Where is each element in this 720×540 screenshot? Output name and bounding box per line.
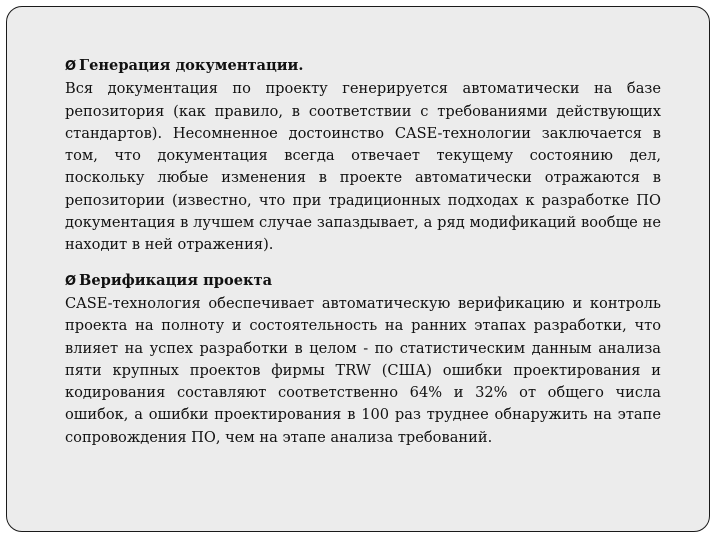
slide-frame [6,6,710,532]
arrow-bullet-icon: Ø [65,273,77,289]
section-title: Генерация документации. [79,57,304,74]
section-body: Вся документация по проекту генерируется автоматически на базе репозитория (как правило, в соответствии с требованиями действующих стандартов). Несомненное достоинство CASE-технологии заключается в том, что документация всегда отвечает текущему состоянию дел, поскольку любые изменения в проекте автоматически отражаются в репозитории (известно, что при традиционных подходах к разработке ПО документация в лучшем случае запаздывает, а ряд модификаций вообще не находит в ней отражения). [65,80,661,254]
arrow-bullet-icon: Ø [65,59,77,74]
section-documentation-generation [65,55,661,257]
section-heading [65,270,661,293]
section-body: CASE-технология обеспечивает автоматическую верификацию и контроль проекта на полноту и состоятельность на ранних этапах разработки, что влияет на успех разработки в целом - по статистическим данным анализа пяти крупных проектов фирмы TRW (США) ошибки проектирования и кодирования составляют соответственно 64% и 32% от общего числа ошибок, а ошибки проектирования в 100 раз труднее обнаружить на этапе сопровождения ПО, чем на этапе анализа требований. [65,294,661,446]
section-title: Верификация проекта [79,271,273,289]
section-heading [65,55,661,78]
section-project-verification [65,270,661,449]
slide-content [65,55,661,449]
